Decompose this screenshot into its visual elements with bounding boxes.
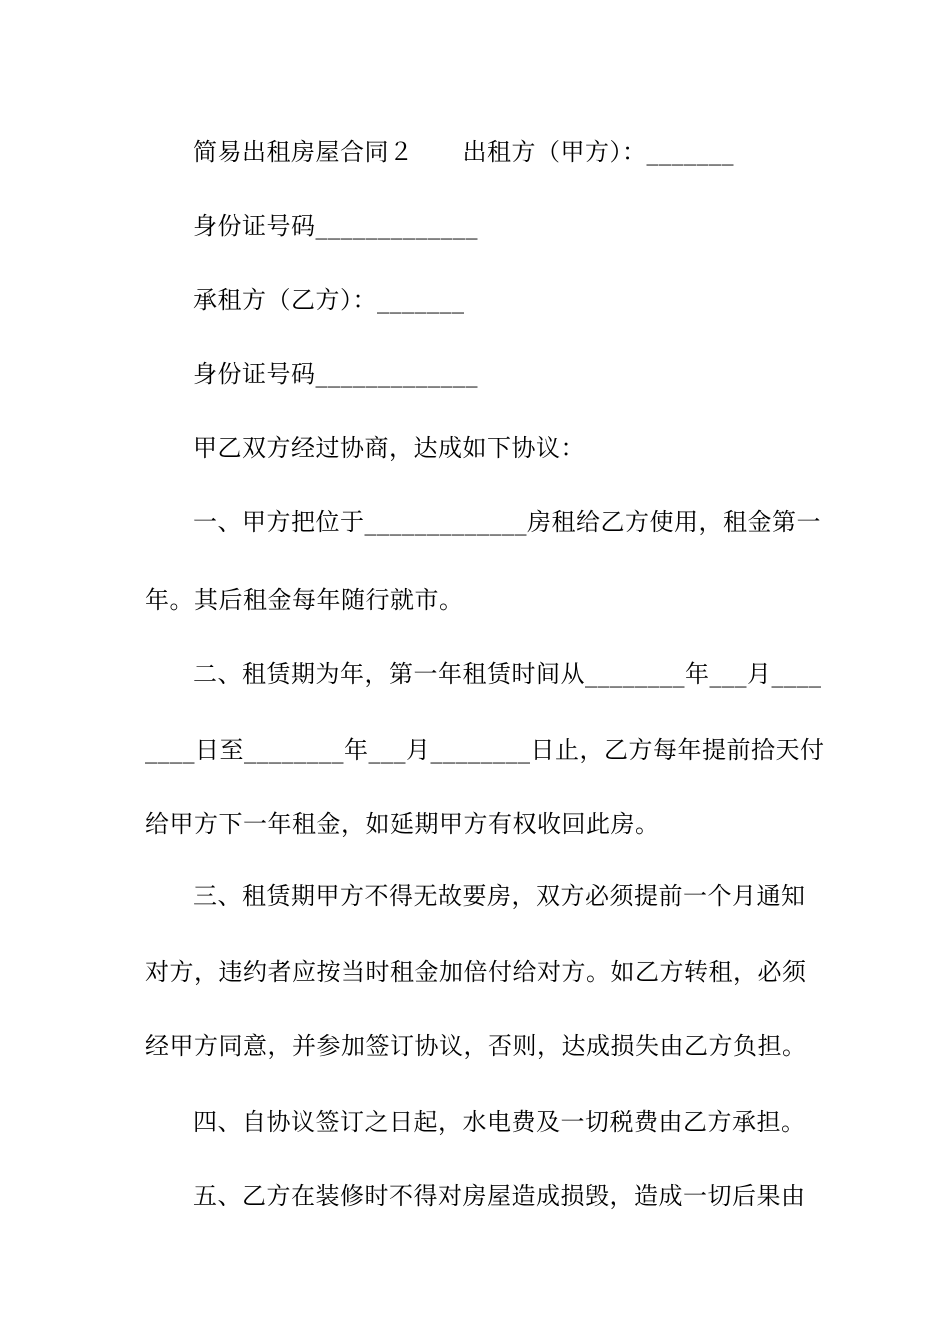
agreement-intro: 甲乙双方经过协商，达成如下协议： xyxy=(193,434,585,462)
clause-4-line-1: 四、自协议签订之日起，水电费及一切税费由乙方承担。 xyxy=(193,1108,806,1136)
clause-2-line-2: ____日至________年___月________日止，乙方每年提前拾天付 xyxy=(145,736,825,764)
clause-3-line-1: 三、租赁期甲方不得无故要房，双方必须提前一个月通知 xyxy=(193,882,806,910)
lessee-line: 承租方（乙方）：_______ xyxy=(193,286,465,314)
lessee-id-line: 身份证号码_____________ xyxy=(193,360,478,388)
clause-1-line-1: 一、甲方把位于_____________房租给乙方使用，租金第一 xyxy=(193,508,821,536)
clause-5-line-1: 五、乙方在装修时不得对房屋造成损毁，造成一切后果由 xyxy=(193,1182,806,1210)
clause-3-line-2: 对方，违约者应按当时租金加倍付给对方。如乙方转租，必须 xyxy=(145,958,807,986)
clause-1-line-2: 年。其后租金每年随行就市。 xyxy=(145,586,464,614)
clause-2-line-3: 给甲方下一年租金，如延期甲方有权收回此房。 xyxy=(145,810,660,838)
contract-title-line: 简易出租房屋合同２ 出租方（甲方）：_______ xyxy=(193,138,734,166)
lessor-id-line: 身份证号码_____________ xyxy=(193,212,478,240)
clause-3-line-3: 经甲方同意，并参加签订协议，否则，达成损失由乙方负担。 xyxy=(145,1032,807,1060)
clause-2-line-1: 二、租赁期为年，第一年租赁时间从________年___月____ xyxy=(193,660,822,688)
